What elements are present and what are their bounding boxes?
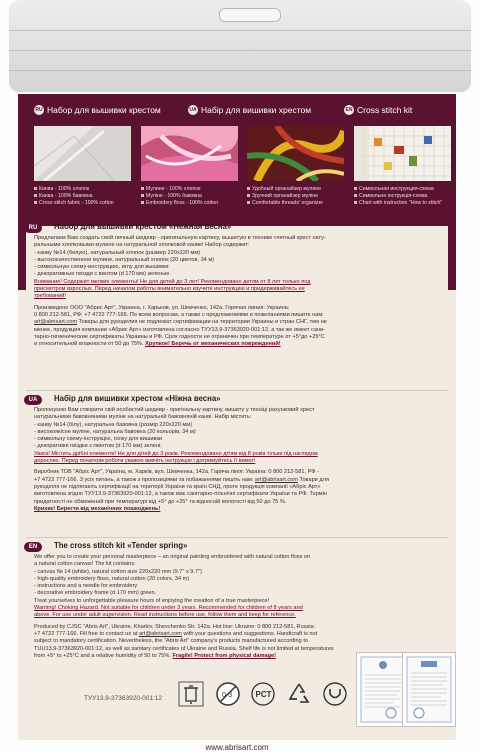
caption: Канва - 100% хлопок: [34, 186, 134, 193]
pct-certification-icon: [250, 681, 276, 707]
text-line: придатності не обмежений при температурі від +5° до +25° та відносній вологості від 50 до 75 %.: [34, 498, 287, 505]
email-link[interactable]: art@abrisart.com: [34, 319, 77, 326]
text-line: рукоділля не підлягають сертифікації на території України та країн СНД, проте продукція компанії «Абріс Арт»: [34, 483, 321, 490]
warning-line: Увага! Містить дрібні елементи! Не для дітей до 3 років. Рекомендовано дітям від 8 років тільки під наглядом: [34, 450, 318, 457]
floss-photo: [141, 126, 238, 181]
canvas-photo: [34, 126, 131, 181]
section-title-ua: Набір для вишивки хрестом «Ніжна весна»: [54, 394, 221, 403]
caption: Удобный органайзер мулине: [247, 186, 347, 193]
warning-line: дорослих. Перед початком роботи уважно вивчіть інструкцію і дотримуйтесь її вимог!: [34, 458, 256, 465]
caption: Канва - 100% бавовна: [34, 193, 134, 200]
hanger-fold-line: [9, 30, 471, 31]
text-line: a natural cotton canvas! The kit contains:: [34, 561, 136, 568]
hanger-fold-line: [9, 50, 471, 51]
text-line: Произведено ООО "Абрис Арт", Украина, г. Харьков, ул. Шевченко, 142а. Горячая линия: Украина:: [34, 304, 290, 311]
caption: Мулине - 100% хлопок: [141, 186, 241, 193]
section-divider: [26, 390, 448, 391]
section-tag-en: EN: [24, 542, 42, 552]
header-ua-text: Набір для вишивки хрестом: [201, 105, 312, 115]
list-item: - высококачественное мулине, натуральный хлопок (20 цветов, 34 м): [34, 256, 215, 263]
warning-line: above. For use under adult supervision. Read instructions before use, follow them and keep for reference.: [34, 612, 296, 619]
list-item: - канву №14 (білу), натуральна бавовна (розмір 220х220 мм): [34, 421, 192, 428]
feature-captions-organizer: [247, 186, 347, 207]
header-ru-text: Набор для вышивки крестом: [47, 105, 161, 115]
text-line: Предлагаем Вам создать свой личный шедевр - оригинальную картину, вышитую в технике счетный крест нату-: [34, 235, 326, 241]
section-ua: [26, 394, 448, 533]
warning-line: присмотром взрослых. Перед началом работы внимательно изучите инструкцию и придерживайтесь ее: [34, 286, 305, 293]
text-line: subject to mandatory certification. Nevertheless, the "Abris Art" company's products manufactured according to: [34, 638, 308, 645]
text-line: +7 4722 777-166. З усіх питань, а також з пропозиціями та побажаннями пишіть нам: art@abrisart.com Товари для: [34, 476, 329, 483]
text-line: TUU13.9-37363920-001:12, as well as sanitary certificates of Ukraine and Russia. Shelf life is not limited at temperatures: [34, 645, 334, 652]
text-line: Виробник ТОВ "Абріс Арт", Україна, м. Харків, вул. Шевченка, 142а. Гаряча лінія: Україна: 0 800 212-581, РФ -: [34, 469, 319, 476]
product-code: ТУУ13.9-37363920-001:12: [84, 695, 163, 702]
text-line: We offer you to create your personal masterpiece – an original painting embroidered with natural cotton floss on: [34, 554, 311, 560]
warning-line: требований!: [34, 293, 66, 300]
text-line: виготовлена згідно ТУУ13.9-37363920-001:12, а також має санітарно-гігієнічні сертифікати України та РФ. Термін: [34, 491, 327, 498]
text-line: 0 800 212-581, РФ: +7 4722 777-166. По всем вопросам, а также с предложениями и пожеланиями пишите нам:: [34, 311, 324, 318]
text-line: и относительной влажности от 50 до 75%. Хрупкое! Беречь от механических повреждений!: [34, 341, 281, 348]
text-line: натуральними бавовняними муліне на натуральній бавовняній канві. Набір містить:: [34, 414, 252, 421]
feature-captions-chart: [354, 186, 454, 207]
caption: Embroidery floss - 100% cotton: [141, 200, 241, 207]
list-item: - canvas № 14 (white), natural cotton size 220х220 mm (9.7" x 9.7"): [34, 568, 202, 575]
email-link[interactable]: art@abrisart.com: [254, 476, 298, 483]
caption: Символьная инструкция-схема: [354, 186, 454, 193]
certificate-image: [403, 653, 455, 726]
text-line: Produced by CJSC "Abris Art", Ukraine, Kharkiv, Shevchenko Str. 142a. Hot line: Ukraine: 0 800 212-581, Russia:: [34, 623, 316, 630]
lang-badge-en: EN: [345, 107, 353, 113]
age-warning-icon: [215, 681, 241, 707]
text-line: from +5° to +25°C and a relative humidity of 50 to 75%. Fragile! Protect from physical damage!: [34, 652, 277, 659]
section-ru: [26, 222, 448, 386]
email-link[interactable]: art@abrisart.com: [138, 630, 182, 637]
text-line: art@abrisart.com Товары для рукоделия не подлежат сертификации на территории Украины и стран СНГ, тем не: [34, 319, 327, 326]
feature-captions-floss: [141, 186, 241, 207]
recycle-icon: [286, 681, 312, 707]
website-link[interactable]: www.abrisart.com: [205, 743, 269, 752]
hanger-fold-line: [9, 70, 471, 71]
list-item: - символьную схему-инструкцию, иглу для вышивки: [34, 264, 169, 271]
text-line: Пропонуємо Вам створити свій особистий шедевр - оригінальну картину, вишиту у техніці рахунковий хрест: [34, 407, 315, 413]
list-item: - high-quality embroidery floss, natural cotton (20 colors, 34 m): [34, 575, 190, 582]
list-item: - instructions and a needle for embroidery: [34, 583, 138, 590]
lang-badge-ru: RU: [35, 107, 43, 113]
header-ua: [188, 104, 311, 116]
section-tag-ru: RU: [24, 223, 42, 233]
feature-captions-canvas: [34, 186, 134, 207]
text-line: тарно-гигиенические сертификаты Украины и РФ. Срок годности не ограничен при температуре от +5°до +25°С: [34, 333, 325, 340]
warning-line: Warning! Choking Hazard. Not suitable for children under 3 years. Recommended for children of 8 years and: [34, 605, 303, 612]
hanger-tab: [9, 0, 471, 92]
text-line: +7 4722 777-166. Fill free to contact us at art@abrisart.com with your questions and suggestions. Handicraft is not: [34, 630, 318, 637]
warning-line: Внимание! Содержит мелкие элементы! Не для детей до 3 лет! Рекомендовано детям от 8 лет только под: [34, 278, 311, 285]
list-item: - канву №14 (белую), натуральный хлопок (размер 220х220 мм): [34, 249, 201, 256]
caption: Chart with instruction "How to stitch": [354, 200, 454, 207]
text-line: менее, продукция компании «Абрис Арт» изготовлена согласно ТУУ13.9-37363920-001:12, а так же имеет сани-: [34, 326, 326, 333]
header-en-text: Cross stitch kit: [357, 105, 413, 115]
list-item: - decorative embroidery frame (d 170 mm) green.: [34, 590, 157, 597]
caption: Зручний органайзер муліне: [247, 193, 347, 200]
warning-line: Крихке! Берегти від механічних пошкоджень!: [34, 505, 161, 512]
caption: Comfortable threads' organizer: [247, 200, 347, 207]
ukrainian-certification-icon: [322, 681, 348, 707]
section-title-en: The cross stitch kit «Tender spring»: [54, 541, 188, 550]
lang-badge-ua: UA: [189, 107, 197, 113]
caption: Муліне - 100% бавовна: [141, 193, 241, 200]
section-body-ru: [34, 235, 452, 348]
recycle-bin-icon: [178, 681, 204, 707]
svg-text:0-3: 0-3: [222, 692, 233, 699]
list-item: - високоякісне муліне, натуральна бавовна (20 кольорів, 34 м): [34, 428, 196, 435]
caption: Символьна інструкція-схема: [354, 193, 454, 200]
list-item: - декоративні гвіздки з гвинтом (d 170 мм) зелені.: [34, 443, 162, 450]
section-title-ru: Набор для вышивки крестом «Нежная весна»: [54, 222, 232, 231]
text-line: ральными хлопковыми мулине на натуральной хлопковой канве! Набор содержит:: [34, 242, 250, 249]
caption: Cross stitch fabric - 100% cotton: [34, 200, 134, 207]
chart-photo: [354, 126, 451, 181]
certificate-document: [402, 652, 456, 727]
section-body-ua: [34, 407, 452, 513]
section-body-en: [34, 554, 452, 660]
list-item: - декоративные гвозди с винтом (d 170 мм) зеленые.: [34, 271, 171, 278]
text-line: Treat yourselves to unforgettable pleasure hours of enjoying the creation of a true masterpiece!: [34, 597, 270, 604]
organizer-photo: [247, 126, 344, 181]
back-card: [18, 94, 456, 752]
section-divider: [26, 537, 448, 538]
section-tag-ua: UA: [24, 395, 42, 405]
svg-text:PCT: PCT: [255, 690, 272, 699]
header-en: [344, 104, 412, 116]
header-ru: [34, 104, 161, 116]
list-item: - символьну схему-інструкцію, голку для вишивки: [34, 436, 163, 443]
hang-hole: [219, 8, 281, 22]
